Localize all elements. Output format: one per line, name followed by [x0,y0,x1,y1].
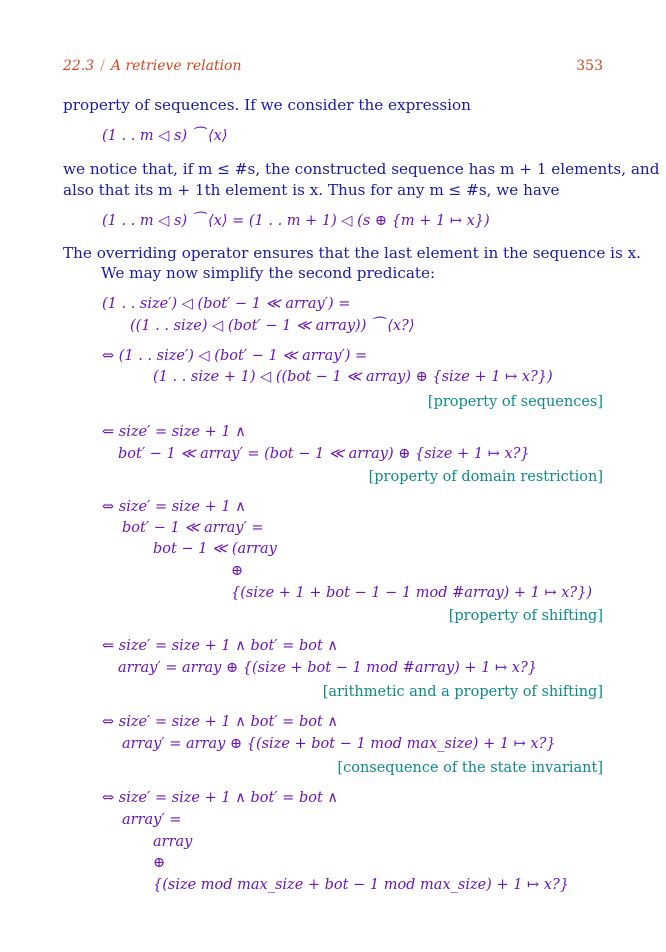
predicate-line: (1 . . size′) ◁ (bot′ − 1 ≪ array′) = [102,296,351,312]
derivation-step: bot − 1 ≪ (array [153,541,277,557]
expression-2: (1 . . m ◁ s) ⁀ ⟨x⟩ = (1 . . m + 1) ◁ (s ⊕ {m + 1 ↦ x}) [102,213,490,229]
expression-1: (1 . . m ◁ s) ⁀ ⟨x⟩ [102,128,228,144]
derivation-step: array [153,834,193,850]
header-section-number: 22.3 [63,58,95,74]
paragraph-4: The overriding operator ensures that the last element in the sequence is x. [63,244,642,262]
page-number: 353 [576,58,603,74]
derivation-step: bot′ − 1 ≪ array′ = (bot − 1 ≪ array) ⊕ {size + 1 ↦ x?} [118,446,530,462]
derivation-step: ⇔ size′ = size + 1 ∧ [102,499,246,515]
predicate-line: ((1 . . size) ◁ (bot′ − 1 ≪ array)) ⁀ ⟨x?⟩ [130,318,415,334]
derivation-step: ⇔ (1 . . size′) ◁ (bot′ − 1 ≪ array′) = [102,348,368,364]
derivation-step: bot′ − 1 ≪ array′ = [122,520,264,536]
justification: [property of shifting] [448,608,603,624]
derivation-step: ⇔ size′ = size + 1 ∧ bot′ = bot ∧ [102,714,339,730]
derivation-step: ⇐ size′ = size + 1 ∧ bot′ = bot ∧ [102,638,339,654]
derivation-step: {(size + 1 + bot − 1 − 1 mod #array) + 1 ↦ x?}) [231,585,593,601]
header-title: A retrieve relation [110,58,242,74]
paragraph-2: we notice that, if m ≤ #s, the constructed sequence has m + 1 elements, and [63,160,660,178]
justification: [property of domain restriction] [368,469,603,485]
derivation-step: array′ = [122,812,182,828]
derivation-step: ⊕ [153,855,166,871]
derivation-step: {(size mod max_size + bot − 1 mod max_size) + 1 ↦ x?} [153,877,569,893]
header-separator: / [100,58,105,74]
paragraph-3: also that its m + 1th element is x. Thus for any m ≤ #s, we have [63,181,560,199]
justification: [property of sequences] [427,394,603,410]
derivation-step: array′ = array ⊕ {(size + bot − 1 mod #array) + 1 ↦ x?} [118,660,537,676]
derivation-step: (1 . . size + 1) ◁ ((bot − 1 ≪ array) ⊕ {size + 1 ↦ x?}) [153,369,553,385]
derivation-step: ⇔ size′ = size + 1 ∧ bot′ = bot ∧ [102,790,339,806]
justification: [consequence of the state invariant] [337,760,603,776]
derivation-step: ⇐ size′ = size + 1 ∧ [102,424,246,440]
header-section-title [63,58,242,74]
derivation-step: ⊕ [231,563,244,579]
paragraph-1: property of sequences. If we consider the expression [63,96,471,114]
derivation-step: array′ = array ⊕ {(size + bot − 1 mod max_size) + 1 ↦ x?} [122,736,556,752]
paragraph-5: We may now simplify the second predicate: [101,264,436,282]
justification: [arithmetic and a property of shifting] [322,684,603,700]
